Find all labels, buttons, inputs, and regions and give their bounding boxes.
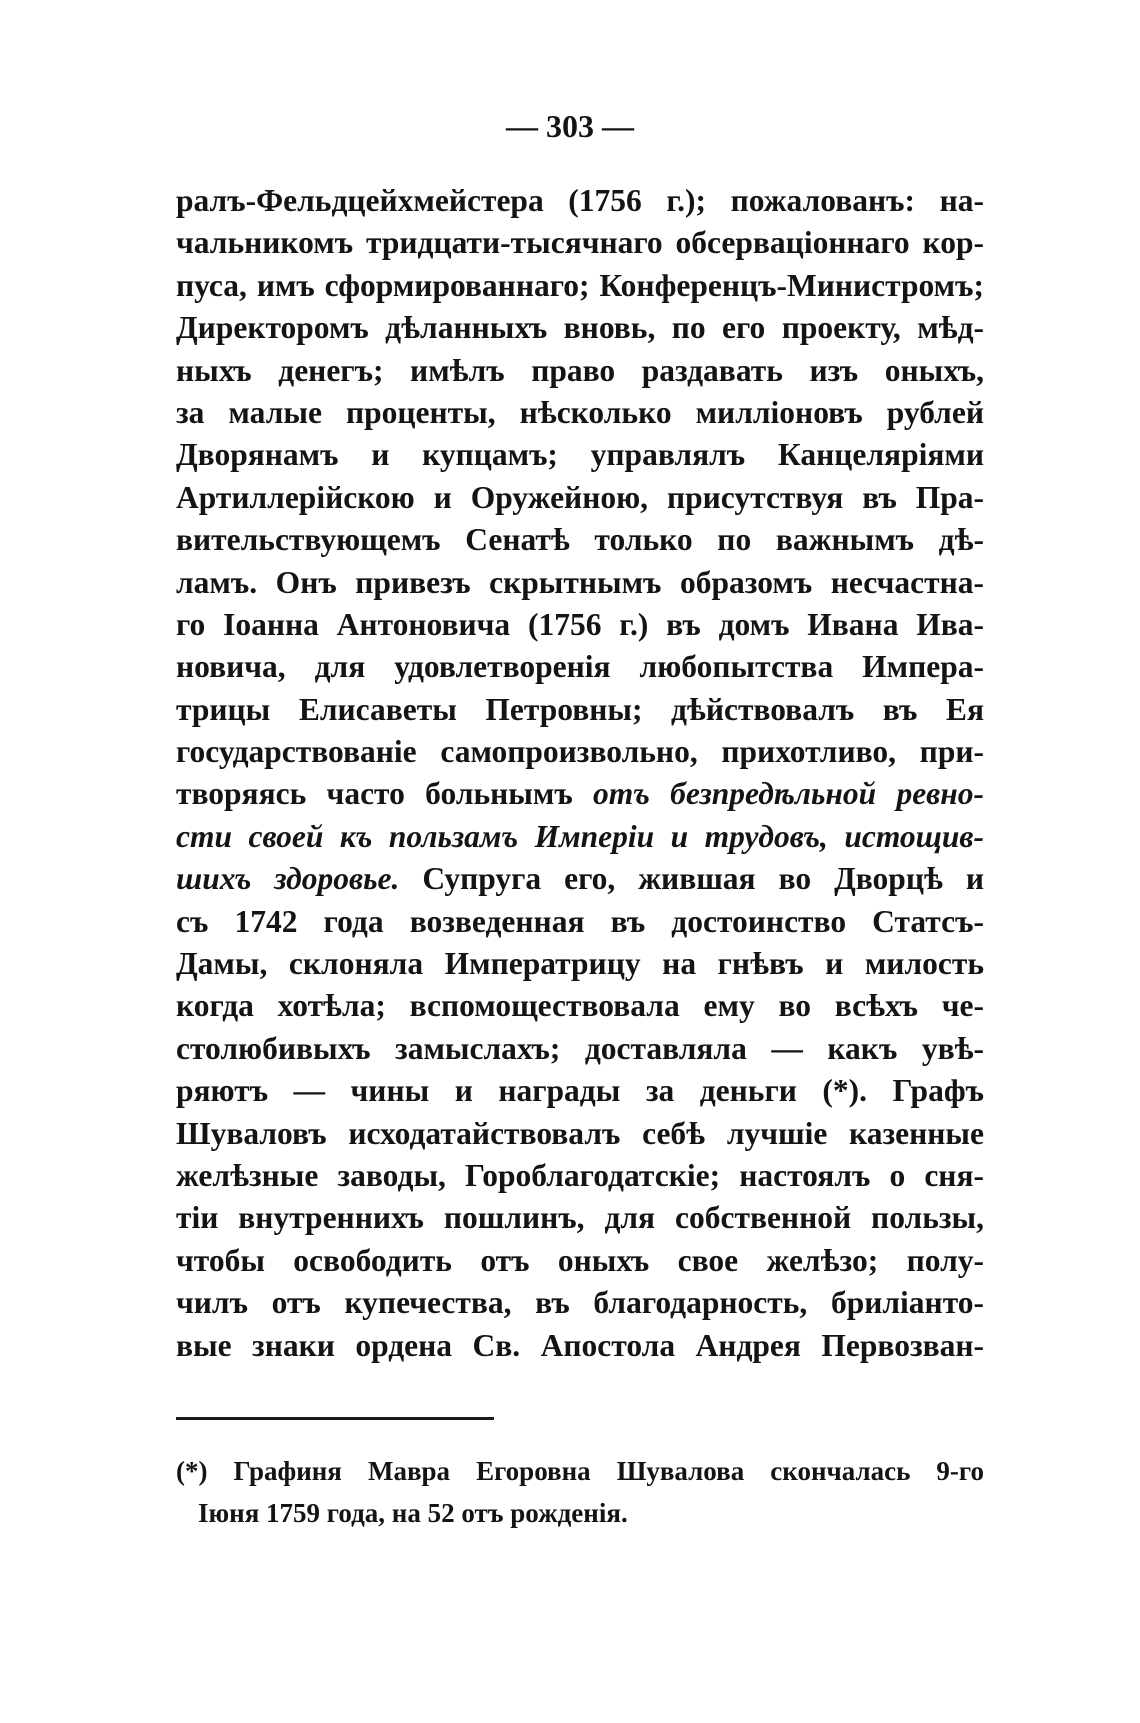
text-line: Шуваловъ исходатайствовалъ себѣ лучшіе казенные bbox=[176, 1115, 984, 1151]
text-line: Артиллерійскою и Оружейною, присутствуя въ Пра- bbox=[176, 479, 984, 515]
text-line-mixed bbox=[176, 858, 984, 900]
text-line: Дворянамъ и купцамъ; управлялъ Канцеляріями bbox=[176, 437, 984, 473]
text-line: столюбивыхъ замыслахъ; доставляла — какъ увѣ- bbox=[176, 1030, 984, 1066]
text-line-mixed bbox=[176, 773, 984, 815]
text-line: Директоромъ дѣланныхъ вновь, по его проекту, мѣд- bbox=[176, 310, 984, 346]
text-line: вительствующемъ Сенатѣ только по важнымъ дѣ- bbox=[176, 522, 984, 558]
text-line: съ 1742 года возведенная въ достоинство Статсъ- bbox=[176, 903, 984, 939]
footnote-line: (*) Графиня Мавра Егоровна Шувалова скончалась 9-го bbox=[176, 1456, 984, 1486]
footnote-divider bbox=[176, 1417, 494, 1420]
text-line: ныхъ денегъ; имѣлъ право раздавать изъ оныхъ, bbox=[176, 352, 984, 388]
text-line: новича, для удовлетворенія любопытства Импера- bbox=[176, 649, 984, 685]
body-text bbox=[176, 180, 984, 1367]
italic-segment: сти своей къ пользамъ Имперіи и трудовъ, истощив- bbox=[176, 818, 984, 854]
text-segment: творяясь часто больнымъ bbox=[176, 776, 573, 812]
text-line: тіи внутреннихъ пошлинъ, для собственной пользы, bbox=[176, 1200, 984, 1236]
footnote bbox=[176, 1450, 984, 1534]
text-line: трицы Елисаветы Петровны; дѣйствовалъ въ Ея bbox=[176, 691, 984, 727]
text-line-italic bbox=[176, 816, 984, 858]
text-line: когда хотѣла; вспомоществовала ему во всѣхъ че- bbox=[176, 988, 984, 1024]
text-line: вые знаки ордена Св. Апостола Андрея Первозван- bbox=[176, 1327, 984, 1363]
italic-segment: отъ безпредѣльной ревно- bbox=[593, 776, 984, 812]
page-number: — 303 — bbox=[506, 108, 634, 144]
text-line: желѣзные заводы, Гороблагодатскіе; настоялъ о сня- bbox=[176, 1157, 984, 1193]
italic-segment: шихъ здоровье. bbox=[176, 861, 400, 897]
text-line: ламъ. Онъ привезъ скрытнымъ образомъ несчастна- bbox=[176, 564, 984, 600]
text-line: Дамы, склоняла Императрицу на гнѣвъ и милость bbox=[176, 946, 984, 982]
text-line: пуса, имъ сформированнаго; Конференцъ-Министромъ; bbox=[176, 267, 984, 303]
text-line: ралъ-Фельдцейхмейстера (1756 г.); пожалованъ: на- bbox=[176, 183, 984, 218]
text-line: го Іоанна Антоновича (1756 г.) въ домъ Ивана Ива- bbox=[176, 606, 984, 642]
text-line: за малые проценты, нѣсколько милліоновъ рублей bbox=[176, 394, 984, 430]
text-line: чтобы освободить отъ оныхъ свое желѣзо; полу- bbox=[176, 1242, 984, 1278]
text-line: государствованіе самопроизвольно, прихотливо, при- bbox=[176, 734, 984, 770]
text-line: чилъ отъ купечества, въ благодарность, бриліанто- bbox=[176, 1285, 984, 1321]
footnote-line: Іюня 1759 года, на 52 отъ рожденія. bbox=[198, 1498, 628, 1528]
text-line: ряютъ — чины и награды за деньги (*). Графъ bbox=[176, 1073, 984, 1109]
text-segment: Супруга его, жившая во Дворцѣ и bbox=[422, 861, 984, 897]
text-line: чальникомъ тридцати-тысячнаго обсерваціоннаго кор- bbox=[176, 225, 984, 261]
